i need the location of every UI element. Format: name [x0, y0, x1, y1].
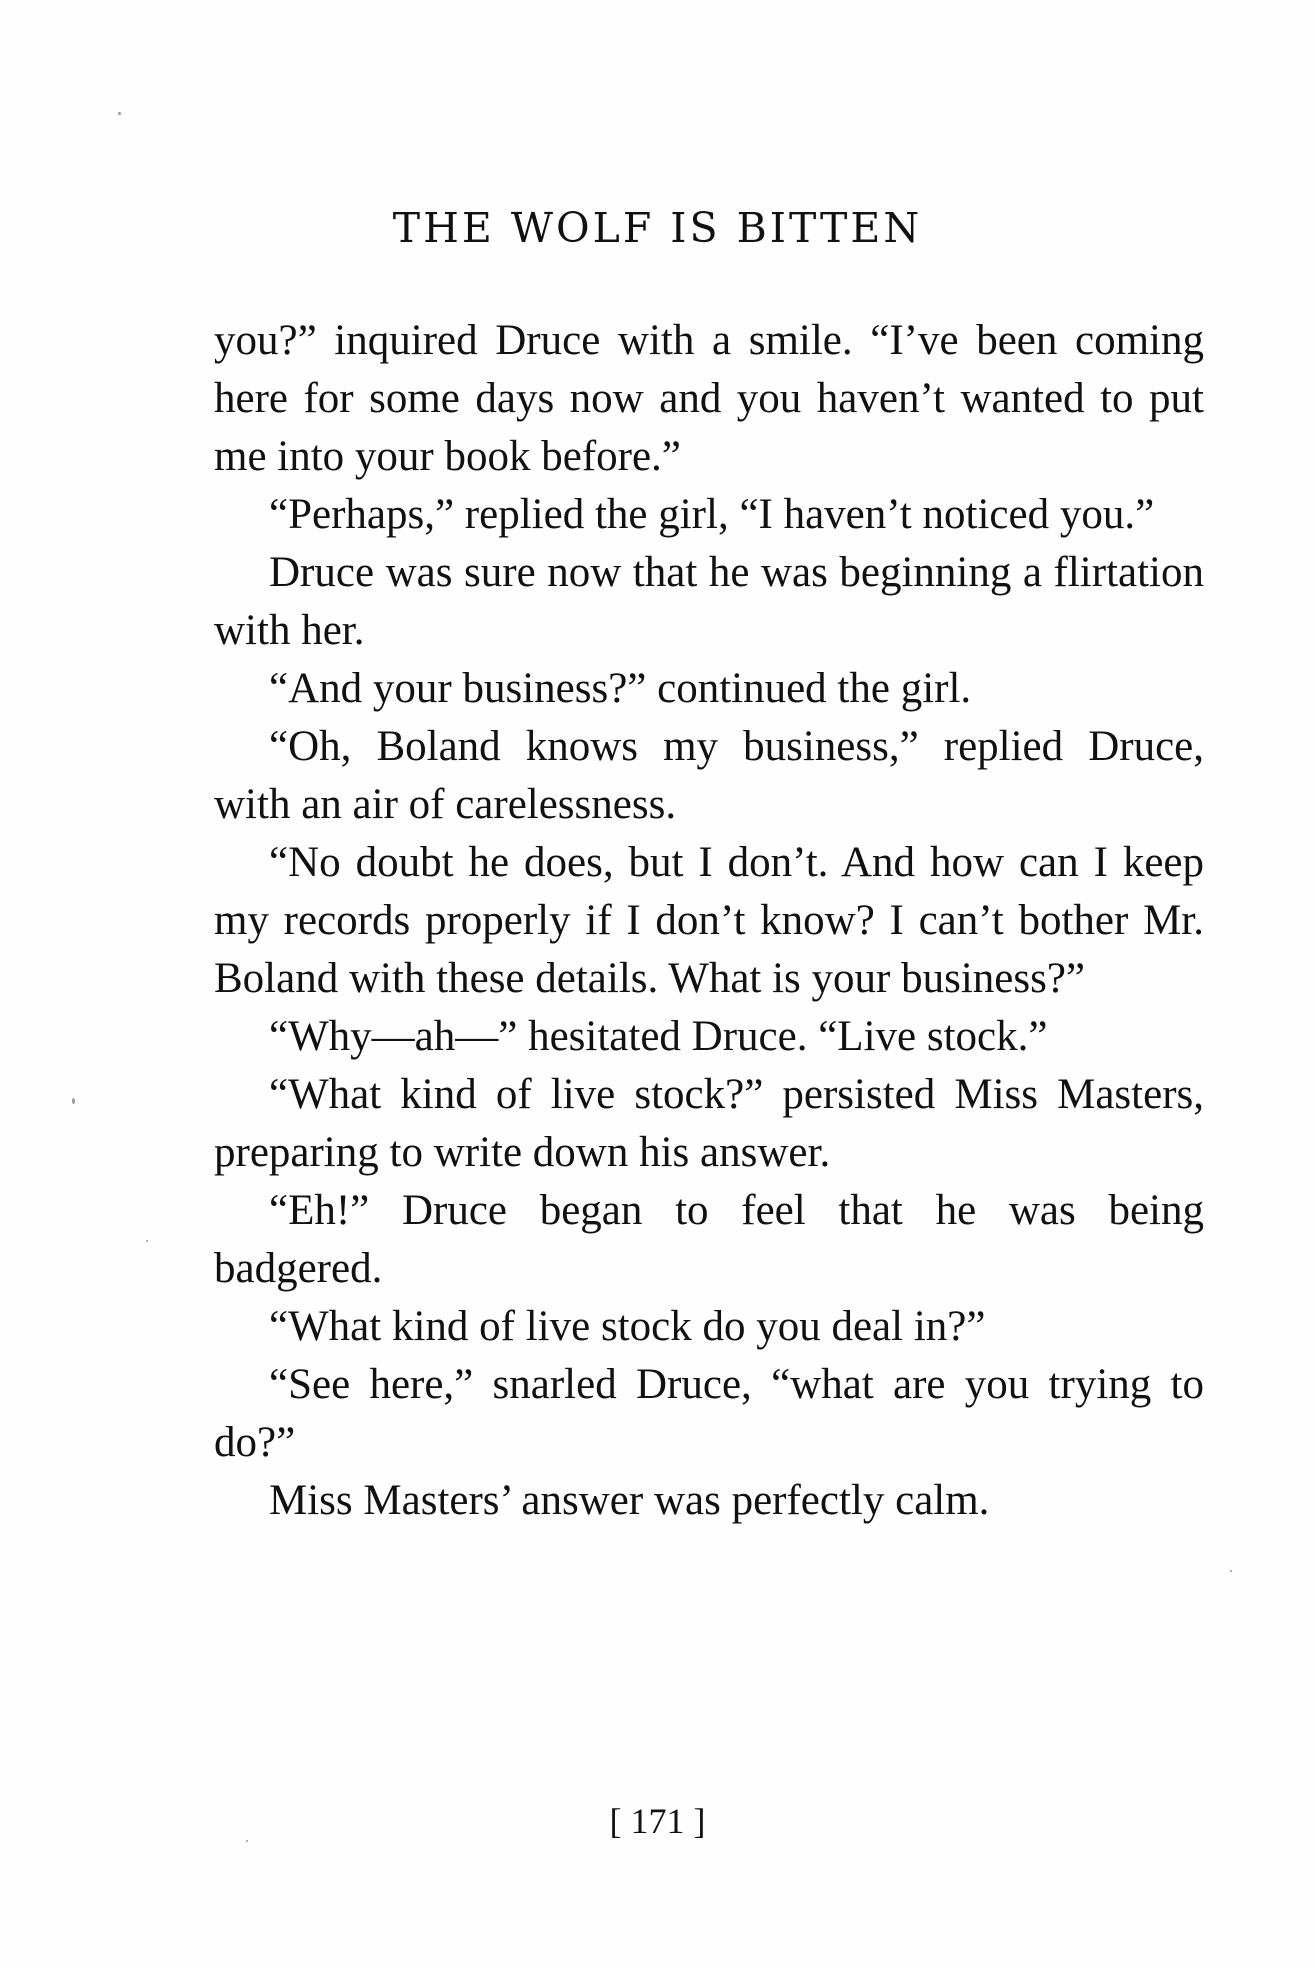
paragraph: “Oh, Boland knows my business,” replied Druce, with an air of carelessness. — [214, 723, 1204, 828]
paragraph: “And your business?” continued the girl. — [269, 665, 972, 712]
paper-speck — [246, 1840, 248, 1842]
paragraph: “Why—ah—” hesitated Druce. “Live stock.” — [269, 1013, 1048, 1060]
paragraph: “Perhaps,” replied the girl, “I haven’t noticed you.” — [269, 491, 1155, 538]
paragraph: Miss Masters’ answer was perfectly calm. — [269, 1477, 990, 1524]
paper-speck — [1230, 1570, 1232, 1572]
paragraph: “What kind of live stock?” persisted Miss Masters, preparing to write down his answer. — [214, 1071, 1204, 1176]
paragraph: you?” inquired Druce with a smile. “I’ve been coming here for some days now and you haven’t wanted to put me into your book before.” — [214, 317, 1204, 480]
running-head: THE WOLF IS BITTEN — [392, 204, 923, 252]
paper-speck — [118, 112, 121, 115]
paragraph: Druce was sure now that he was beginning a flirtation with her. — [214, 549, 1204, 654]
paragraph: “See here,” snarled Druce, “what are you trying to do?” — [214, 1361, 1204, 1466]
page-number: [ 171 ] — [609, 1801, 706, 1841]
paper-speck — [146, 1240, 148, 1242]
paper-speck — [72, 1098, 75, 1104]
body-text — [214, 312, 1204, 1530]
paragraph: “What kind of live stock do you deal in?” — [269, 1303, 986, 1350]
paragraph: “Eh!” Druce began to feel that he was being badgered. — [214, 1187, 1204, 1292]
paragraph: “No doubt he does, but I don’t. And how can I keep my records properly if I don’t know? I can’t bother Mr. Boland with these details. What is your business?” — [214, 839, 1204, 1002]
